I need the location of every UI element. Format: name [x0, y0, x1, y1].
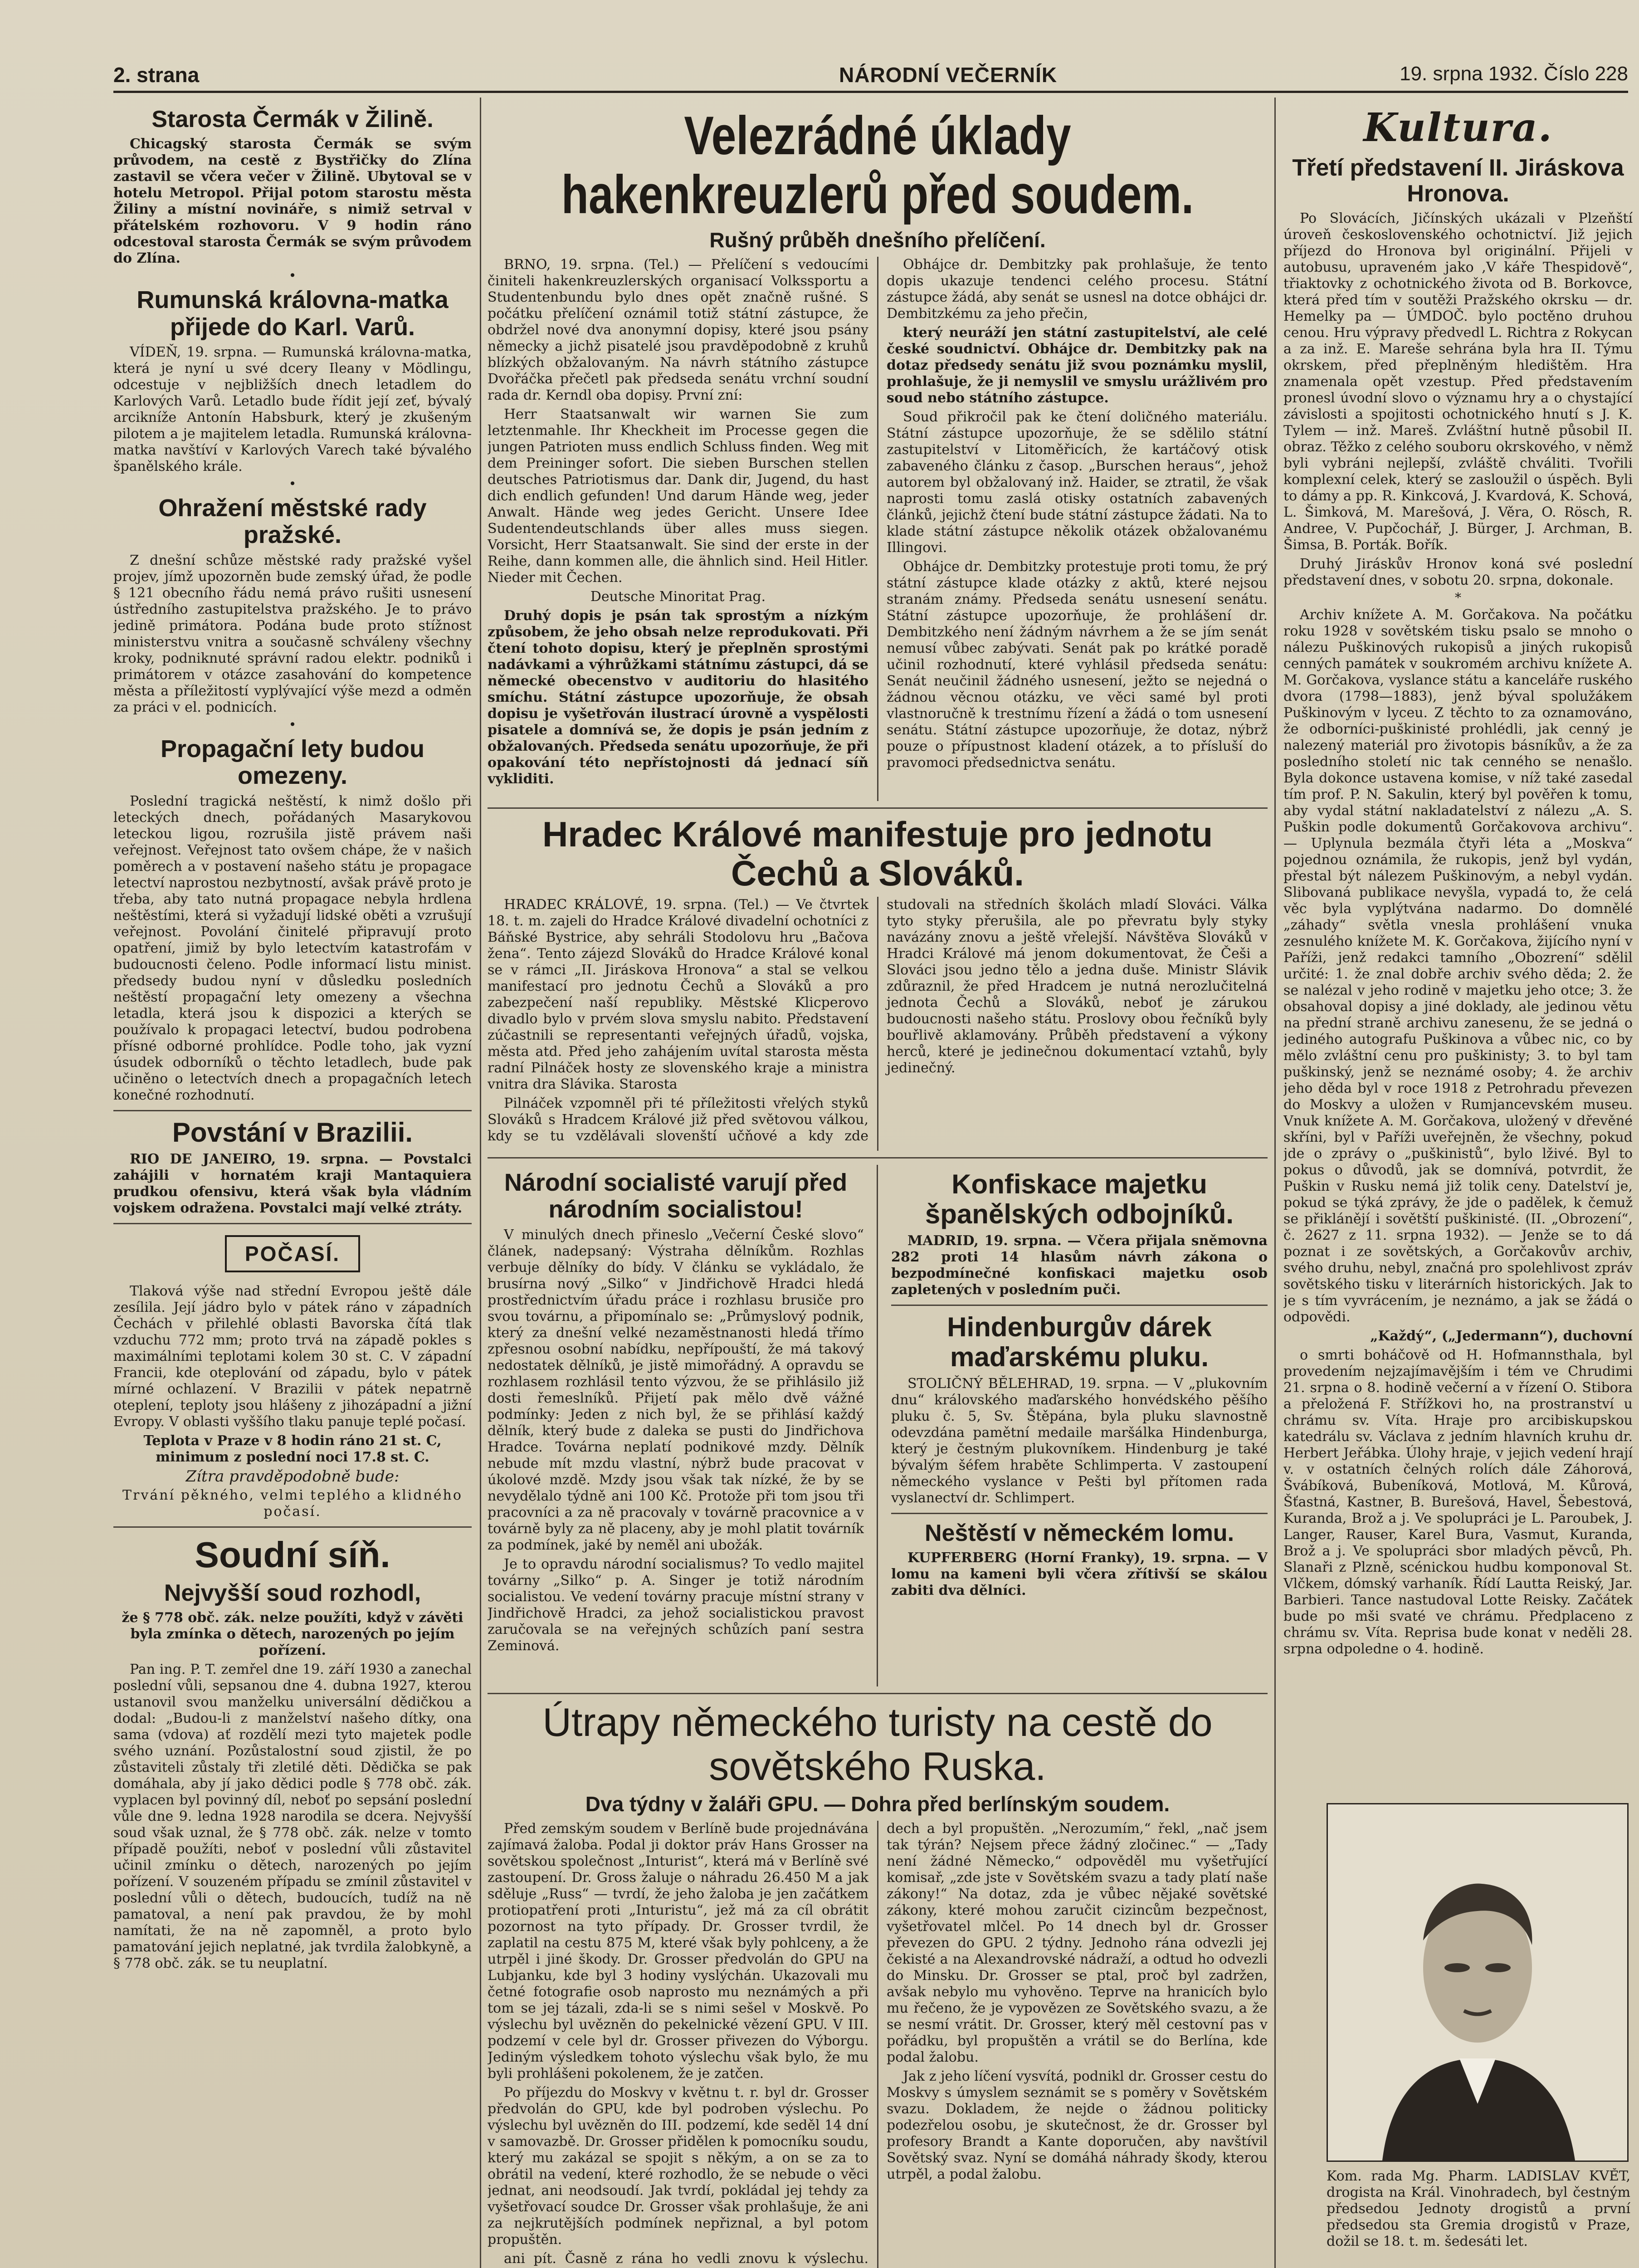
portrait-image [1328, 1804, 1627, 2160]
paragraph: Soud přikročil pak ke čtení doličného materiálu. Státní zástupce upozorňuje, že se sdělilo státní zastupitelství v Litoměřicích, že kartáčový otisk zabaveného článku z časop. „Burschen heraus“, jehož autorem byl obžalovaný inž. Haider, se ztratil, že však naprosti tomu zaslá otisky ostatních zabavených článků, jejichž čtení bude státní zástupce žádati. Na to klade státní zástupce několik otázek obžalovanému Illingovi. [887, 409, 1268, 556]
article-right-stack [891, 1165, 1268, 1686]
divider [113, 1223, 472, 1224]
section-title: Kultura. [1363, 105, 1553, 151]
headline: Hradec Králové manifestuje pro jednotu Čechů a Slováků. [542, 814, 1213, 893]
paragraph: Pilnáček vzpomněl při té příležitosti vřelých styků Slováků s Hradcem Králové již před světovou válkou, kdy se tu vzdělávali slovenští učňové a kdy zde studovali na středních školách mladí Slováci. Válka tyto styky přerušila, ale po převratu byly styky navázány znovu a ještě vřelejší. Návštěva Slováků v Hradci Králové má jenom dokumentovat, že Češi a Slováci jsou jedno tělo a jedna duše. Ministr Slávik zdůraznil, že před Hradcem je nutná nerozlučitelná jednota Čechů a Slováků, neboť je zárukou budoucnosti našeho státu. Proslovy obou řečníků byly bouřlivě aklamovány. Průběh představení a výkony herců, které je jedinečnou dokumentací vztahů, byly jedinečný. [488, 896, 1268, 1144]
weather-temp: Teplota v Praze v 8 hodin ráno 21 st. C, minimum z poslední noci 17.8 st. C. [143, 1432, 442, 1465]
separator: • [288, 476, 297, 491]
divider [113, 1526, 472, 1528]
paragraph: Je to opravdu národní socialismus? To vedlo majitel továrny „Silko“ p. A. Singer je totiž národním socialistou. Ve vedení továrny pracuje místní strany v Jindřichově Hradci, za jehož socialistickou pravost zaručovala se na veřejných schůzích paní sestra Zeminová. [488, 1556, 864, 1654]
column-rule [480, 98, 481, 2268]
paragraph: Obhájce dr. Dembitzky protestuje proti tomu, že prý státní zástupce klade otázky z aktů, které nejsou stranám známy. Předseda senátu usnesení senátu. Státní zástupce upozorňuje, že prohlášení dr. Dembitzkého není žádným návrhem a že se jím senát nemusí vůbec zabývati. Senát pak po krátké poradě učinil rozhodnutí, které vyhlásil předseda senátu: Senát neučinil žádného usnesení, ježto se nejedná o žádnou věcnou otázku, ve věci samé byl proti vlastnoručně k trestnímu řízení a žádá o tom usnesení senátu. Státní zástupce upozorňuje, že dotaz, nýbrž pouze o přípustnost kladení otázek, a to přísluší do pravomoci předsednictva senátu. [887, 559, 1268, 771]
forecast-label: Zítra pravděpodobně bude: [185, 1467, 400, 1486]
masthead: NÁRODNÍ VEČERNÍK [839, 63, 1058, 87]
paragraph: Jak z jeho líčení vysvítá, podnikl dr. Grosser cestu do Moskvy s úmyslem seznámit se s poměry v Sovětském svazu. Dokladem, že nejde o žádnou politicky podezřelou osobu, je skutečnost, že dr. Grosser byl profesory Brandt a Kante doporučen, aby navštívil Sovětský svaz. Nyní se domáhá náhrady škody, kterou utrpěl, a podal žalobu. [887, 2068, 1268, 2183]
section-label: 2. strana [113, 63, 200, 87]
column-middle [488, 102, 1268, 2268]
headline: Třetí představení II. Jiráskova Hronova. [1292, 155, 1624, 207]
paragraph: Archiv knížete A. M. Gorčakova. Na počátku roku 1928 v sovětském tisku psalo se mnoho o nálezu Puškinových rukopisů a jiných rukopisů cenných památek v soukromém archivu knížete A. M. Gorčakova, vyslance státu a kanceláře ruského dvora (1798—1883), jenž býval spolužákem Puškinovým v lyceu. Z těchto to za oznamováno, že odborníci-puškinisté prohlédli, jak cenný je nalezený materiál pro životopis básníkův, a že za posledního století nic tak cenného se nenašlo. Byla dokonce ustavena komise, v níž také zasedal tím prof. P. N. Sakulin, který byl pověřen k tomu, aby vydal státní nakladatelství z nálezu „A. S. Puškin podle dokumentů Gorčakovova archivu“. — Uplynula bezmála čtyři léta a „Moskva“ pojednou oznámila, že rukopis, jenž byl vydán, přestal být nálezem Puškinovým, a nebyl vydán. Slibovaná publikace nevyšla, vypadá to, že celá věc byla vyplýtvána nadarmo. Do domnělé „záhady“ světla vnesla prohlášení vnuka zesnulého knížete M. K. Gorčakova, žijícího nyní v Paříži, jenž redakci tamního „Obozrení“ sdělil určité: 1. že znal dobře archiv svého děda; 2. že se nalézal v jeho rodině v majetku jeho otce; 3. že obsahoval dopisy a jiné doklady, ale jedinou větu na přední straně archivu zanesenu, že se jedná o jediného autografu Puškinova a vůbec nic, co by mělo zvláštní cenu pro puškinisty; 3. to byl tam puškinský, jenž se neznámé osoby; 4. že archiv jeho děda byl v roce 1918 z Petrohradu převezen do Moskvy a uložen v Rumjancevském museu. Vnuk knížete A. M. Gorčakova, uložený v dřevěné skříni, byl v Paříži uveřejněn, že všechny, pokud jde o zprávy o „puškinistů“, bylo lživé. Byl to pokus o důvodů, jak se domnívá, potvrdit, že Puškin v Rusku nemá již tolik ceny. Datelství je, pokud se týká zprávy, že jde o padělek, k čemuž se přiklánějí i sovětští puškinisté. (II. „Obrození“, č. 2627 z 11. srpna 1932). — Jenže se to dá poznat i ze sovětských, a Gorčakovův archiv, svého druhu, nebyl, značná pro spolehlivost zpráv sovětského tisku v literárních historických. Jak to je s tím vyvrácením, je neznámo, a jak se žádá o odpovědi. [1283, 607, 1633, 1325]
column-rule [877, 1165, 878, 1686]
headline: Ohražení městské rady pražské. [158, 494, 427, 549]
headline: Neštěstí v německém lomu. [924, 1520, 1234, 1546]
paragraph: MADRID, 19. srpna. — Včera přijala sněmovna 282 proti 14 hlasům návrh zákona o bezpodmínečné konfiskaci majetku osob zapletených v posledním puči. [891, 1232, 1268, 1298]
paragraph: Herr Staatsanwalt wir warnen Sie zum letztenmahle. Ihr Kheckheit im Processe gegen die jungen Patrioten muss endlich Schluss finden. Weg mit dem Preininger sofort. Die sieben Burschen stellen deutsches Patriotismus dar. Dank dir, Jugend, du hast dich endlich gefunden! Und darum Hände weg, jeder Anwalt. Hände weg jedes Gericht. Unsere Idee Sudentendeutschlands über alles muss siegen. Vorsicht, Herr Staatsanwalt. Sie sind der erste in der Reihe, dann kommen alle, die ähnlich sind. Heil Hitler. Nieder mit Čechen. [488, 406, 868, 586]
headline: Hindenburgův dárek maďarskému pluku. [947, 1311, 1212, 1372]
divider [488, 1693, 1268, 1694]
paragraph: Před zemským soudem v Berlíně bude projednávána zajímavá žaloba. Podal ji doktor práv Hans Grosser na sovětskou společnost „Inturist“, která má v Berlíně své zastoupení. Dr. Gross žaluje o náhradu 26.450 M a jak sděluje „Russ“ — tvrdí, že jeho žaloba je jen začátkem protiopatření proti „Inturistu“, jež má za cíl obrátit pozornost na tyto případy. Dr. Grosser tvrdil, že zaplatil na cestu 875 M, které však byly pohlceny, a že utrpěl i jiné škody. Dr. Grosser předvolán do GPU na Lubjanku, kde byl 3 hodiny vyslýchán. Ukazovali mu četné fotografie osob naprosto mu neznámých a při tom se jej tázali, zda-li se s nimi sešel v Moskvě. Po výslechu byl uvězněn do pekelnické vězení GPU. V III. podzemí v cele byl dr. Grosser přivezen do Výborgu. Jediným výsledkem tohoto výslechu však bylo, že mu byli prohlášeni pokolenem, že je zatčen. [488, 1821, 868, 2082]
headline: Starosta Čermák v Žilině. [151, 106, 434, 132]
headline: Útrapy německého turisty na cestě do sovětského Ruska. [542, 1699, 1213, 1789]
paragraph: Obhájce dr. Dembitzky pak prohlašuje, že tento dopis ukazuje tendenci celého procesu. Státní zástupce žádá, aby senát se usnesl na dotce obhájci dr. Dembitzkému za jeho přečin, [887, 257, 1268, 322]
lead-body [488, 257, 1268, 801]
weather-body: Tlaková výše nad střední Evropou ještě dále zesílila. Její jádro bylo v pátek ráno v západních Čechách v přilehlé oblasti Bavorska čítá tlak vzduchu 772 mm; proto trvá na západě pokles s maximálními teplotami kolem 30 st. C. V západní Francii, kde oteplování od západu, bylo v pátek mírné ochlazení. V Brazilii v pátek nepatrně oteplení, teploty jsou hlášeny z jihozápadní a jižní Evropy. V oblasti vyššího tlaku panuje teplé počasí. [113, 1283, 472, 1430]
column-rule [1274, 98, 1276, 2268]
three-articles [488, 1165, 1268, 1686]
forecast: Trvání pěkného, velmi teplého a klidného počasí. [122, 1487, 463, 1520]
photo-caption-wrap [1327, 2168, 1630, 2268]
paragraph: STOLIČNÝ BĚLEHRAD, 19. srpna. — V „plukovním dnu“ královského maďarského honvédského pěšího pluku č. 5, Sv. Štěpána, byla pluku slavnostně odevzdána pamětní medaile maršálka Hindenburga, který je čestným plukovníkem. Hindenburg je také bývalým šéfem hraběte Schlimperta. V zastoupení německého vyslance v Pešti byl přítomen rada vyslanectví dr. Schlimpert. [891, 1375, 1268, 1506]
paragraph: ani pít. Časně z rána ho vedli znovu k výslechu. dech a byl propuštěn. „Nerozumím,“ řekl, „nač jsem tak týrán? Nejsem přece žádný zločinec.“ — „Tady není žádné Německo,“ odpověděl mu vyšetřující komisař, „zde jste v Sovětském svazu a tady platí naše zákony!“ Na dotaz, zda je vůbec nějaké sovětské zákony, které mohou zaručit cizincům bezpečnost, vyšetřovatel mlčel. Po 14 dnech byl dr. Grosser převezen do GPU. 2 týdny. Jednoho rána odvezli jej čekisté a na Alexandrovské nádraží, a odtud ho odvezli do Minsku. Dr. Grosser se ptal, proč byl zadržen, avšak nebylo mu vyhověno. Teprve na hranicích bylo mu řečeno, že je vypovězen ze Sovětského svazu, a že se nesmí vrátit. Dr. Grosser, který měl cestovní pas v pořádku, byl propuštěn a vrátil se do Berlína, kde podal žalobu. [504, 1821, 1268, 2267]
headline: Povstání v Brazilii. [172, 1117, 413, 1148]
weather-box: POČASÍ. [225, 1235, 360, 1272]
page-header [113, 63, 1628, 93]
article-body: Z dnešní schůze městské rady pražské vyšel projev, jímž upozorněn bude zemský úřad, že podle § 121 obecního řádu nemá právo rušiti usnesení ústředního zastupitelstva pražského. Je to právo jedině primátora. Podána bude proto stížnost ministerstvu vnitra a současně schváleny všechny kroky, podniknuté správní radou elektr. podniků i primátorem v otázce zasahování do kompetence města a příležitostí vyplývající výše mezd a odměn za práci v el. podnicích. [113, 552, 472, 715]
article-body: VÍDEŇ, 19. srpna. — Rumunská královna-matka, která je nyní u své dcery Ileany v Mödlingu, odcestuje v nejbližších dnech letadlem do Karlových Varů. Letadlo bude řídit její zeť, bývalý arcikníže Antonín Habsburk, který je zkušeným pilotem a je majitelem letadla. Rumunská královna-matka navštíví v Karlových Varech také bývalého španělského krále. [113, 344, 472, 474]
weather-box-wrap [113, 1235, 472, 1272]
divider [488, 807, 1268, 809]
portrait-photo [1327, 1803, 1629, 2162]
article-body: RIO DE JANEIRO, 19. srpna. — Povstalci zahájili v hornatém kraji Mantaquiera prudkou ofensivu, která však byla vládním vojskem odražena. Povstalci mají velké ztráty. [113, 1151, 472, 1216]
separator: • [288, 717, 297, 732]
divider [891, 1513, 1268, 1514]
subtitle: Dva týdny v žaláři GPU. — Dohra před berlínským soudem. [585, 1792, 1170, 1816]
section-title: Soudní síň. [195, 1534, 390, 1575]
headline: Konfiskace majetku španělských odbojníků. [925, 1168, 1234, 1229]
article-body [488, 1821, 1268, 2268]
separator: • [288, 268, 297, 284]
article-body [488, 897, 1268, 1151]
paragraph: HRADEC KRÁLOVÉ, 19. srpna. (Tel.) — Ve čtvrtek 18. t. m. zajeli do Hradce Králové divadelní ochotníci z Báňské Bystrice, aby sehráli Stodolovu hru „Bačova žena“. Tento zájezd Slováků do Hradce Králové konal se v rámci „II. Jiráskova Hronova“ a stal se velkou manifestací pro jednotu Čechů a Slováků a pro zabezpečení naší republiky. Městské Klicperovo divadlo bylo v prvém slova smyslu nabito. Představení zúčastnili se representanti veřejných úřadů, vojska, města atd. Před jeho zahájením uvítal starosta města radní Pilnáček hosty ze slovenského kraje a ministra vnitra dra Slávika. Starosta [488, 896, 868, 1092]
divider [488, 1157, 1268, 1158]
divider [113, 1110, 472, 1111]
headline: Rumunská královna-matka přijede do Karl. Varů. [137, 286, 449, 341]
column-left [113, 102, 472, 2268]
signature: Deutsche Minoritat Prag. [590, 589, 766, 605]
subheading: „Každý“, („Jedermann“), duchovní [1370, 1328, 1633, 1344]
paragraph: Po příjezdu do Moskvy v květnu t. r. byl dr. Grosser předvolán do GPU, kde byl podroben výslechu. Po výslechu byl uvězněn do III. podzemí, kde seděl 14 dní v samovazbě. Dr. Grosser přidělen k pomocníku soudu, který mu zakázal se spojit s někým, a on se za to obrátil na vedení, které rozhodlo, že se nebude o věci jednat, ani neodsoudí. Jak tvrdí, pokládal jej tehdy za vyšetřovací soudce Dr. Grosser však prohlašuje, že ani za nejkrutějších podmínek nepřiznal, a byl potom propuštěn. [488, 2085, 868, 2248]
headline: Národní socialisté varují před národním socialistou! [504, 1168, 848, 1223]
lead-subtitle: Rušný průběh dnešního přelíčení. [709, 228, 1046, 252]
article-body: Poslední tragická neštěstí, k nimž došlo při leteckých dnech, pořádaných Masarykovou leteckou ligou, rozrušila jistě právem naši veřejnost. Veřejnost tato ovšem chápe, že v našich poměrech a v postavení našeho státu je propagace letectví naprostou nezbytností, avšak právě proto je třeba, aby tato nutná propagace nebyla hrdlena neštěstími, která si vyžadují lidské oběti a vzrušují veřejnost. Povolání činitelé připravují proto opatření, jimiž by bylo letectvím katastrofám v budoucnosti čeleno. Podle informací listu minist. předsedy budou nyní v důsledku posledních neštěstí propagační lety omezeny a všechna letadla, která jsou k dispozici a kterých se používalo k propagaci letectví, budou podrobena přísné odborné prohlídce. Podle toho, jak vyzní úsudek odborníků o těchto letadlech, bude pak učiněno o letectvích dnech a propagačních letech konečné rozhodnutí. [113, 793, 472, 1103]
divider [891, 1305, 1268, 1306]
paragraph: BRNO, 19. srpna. (Tel.) — Přelíčení s vedoucími činiteli hakenkreuzlerských organisací Volkssportu a Studentenbundu bylo dnes opět značně rušné. S počátku přelíčení oznámil totiž státní zástupce, že obdržel nové dva anonymní dopisy, které jsou psány německy a jichž pisatelé jsou pravděpodobně z kruhů blízkých obžalovaným. Na návrh státního zástupce Dvořáčka přečetl pak předseda senátu vrchní soudní rada dr. Kerndl oba dopisy. První zní: [488, 257, 868, 404]
paragraph: V minulých dnech přineslo „Večerní České slovo“ článek, nadepsaný: Výstraha dělníkům. Rozhlas verbuje dělníky do bídy. V článku se vykládalo, že brusírna nový „Silko“ v Jindřichově Hradci hledá prostřednictvím úřadu práce i rozhlasu brusiče pro svou továrnu, a připomínalo se: „Průmyslový podnik, který za dnešní velké nezaměstnanosti hledá třímo zpřesnou osobní nabídku, nepřípouští, že má takový nedostatek dělníků, je jistě mimořádný. A opravdu se rozhlasem rozhlásil tento výzvou, že se přihlásilo již dosti řemeslníků. Přijetí pak mělo dvě vážné podmínky: Jeden z nich byl, že se přihlásí každý dělník, který bude z daleka se pusti do Jindřichova Hradce. Továrna neplatí podnikové mzdy. Dělník nebude mít mzdu vlastní, nýbrž bude pracovat v úkolové mzdě. Mzdy jsou však tak nízké, že by se nevydělalo týdně ani 100 Kč. Protože při tom jsou tři pracovníci a za ně pracovaly v továrně pracovnice a v továrně byly za ně placeny, aby je mohl platit továrník za podmínek, jaké by neměl ani ubožák. [488, 1227, 864, 1553]
article-lead: že § 778 obč. zák. nelze použíti, když v závěti byla zmínka o dětech, narozených po jejím pořízení. [122, 1609, 463, 1658]
article-narodni [488, 1165, 864, 1686]
lead-headline: Velezrádné úklady hakenkreuzlerů před soudem. [561, 105, 1194, 225]
date-issue: 19. srpna 1932. Číslo 228 [1400, 63, 1628, 85]
photo-caption: Kom. rada Mg. Pharm. LADISLAV KVĚT, drogista na Král. Vinohradech, byl čestným předsedou Jednoty drogistů a první předsedou sta Gremia drogistů v Praze, dožil se 18. t. m. šedesáti let. [1327, 2168, 1630, 2249]
article-body: Chicagský starosta Čermák se svým průvodem, na cestě z Bystřičky do Zlína zastavil se včera večer v Žilině. Ubytoval se v hotelu Metropol. Přijal potom starostu města Žiliny a místní novináře, s nimiž setrval v přátelském rozhovoru. V 9 hodin ráno odcestoval starosta Čermák se svým průvodem do Zlína. [113, 136, 472, 267]
paragraph: Druhý dopis je psán tak sprostým a nízkým způsobem, že jeho obsah nelze reprodukovati. Při čtení tohoto dopisu, který je přeplněn sprostými nadávkami a výhrůžkami státnímu zástupci, dá se německé obecenstvo v auditoriu do hlasitého smíchu. Státní zástupce upozorňuje, že obsah dopisu je vyšetřován ilustrací úrovně a vyspělosti pisatele a domnívá se, že dopis je psán jedním z obžalovaných. Předseda senátu upozorňuje, že při opakování této nepřístojnosti dá jednací síň vykliditi. [488, 608, 868, 787]
separator: * [1455, 590, 1461, 606]
headline: Propagační lety budou omezeny. [160, 735, 425, 790]
paragraph: který neuráží jen státní zastupitelství, ale celé české soudnictví. Obhájce dr. Dembitzky pak na dotaz předsedy senátu již svou poznámku myslil, prohlašuje, že ji nemyslil ve smyslu urážlivém pro soud nebo státního zástupce. [887, 325, 1268, 406]
paragraph: KUPFERBERG (Horní Franky), 19. srpna. — V lomu na kameni byli včera zřítivší se skálou zabiti dva dělníci. [891, 1549, 1268, 1598]
headline: Nejvyšší soud rozhodl, [164, 1579, 421, 1606]
paragraph: o smrti boháčově od H. Hofmannsthala, byl provedením nejzajímavějším i tém ve Chrudimi 21. srpna o 8. hodině večerní a v řízení O. Stibora a přeložená F. Střížkovi ho, na prostranství u chrámu sv. Víta. Hraje pro arcibiskupskou katedrálu sv. Václava z jedním hlavních kruhu dr. Herbert Jeřábka. Úlohy hraje, v jejich vedení hrají v. v ostatních čelných rolích dále Záhorová, Švábíková, Bubeníková, Motlová, M. Kůrová, Šťastná, Kastner, B. Burešová, Havel, Šebestová, Kuranda, Brož a j. Ve spolupráci je L. Paroubek, J. Langer, Rauser, Karel Bura, Vasmut, Kuranda, Brož a j. Ve spolupráci sbor mladých pěvců, Ph. Slanaři z Plzně, scénickou hudbu komponoval St. Vlčkem, dómský varhaník. Řídí Lautta Reiský, Jar. Barbieri. Tance nastudoval Lotte Reisky. Začátek bude po mši svaté ve chrámu. Předplaceno z chrámu sv. Víta. Reprisa bude konat v neděli 28. srpna odpoledne o 4. hodině. [1283, 1347, 1633, 1657]
paragraph: Po Slovácích, Jičínských ukázali v Plzeňští úroveň československého ochotnictví. Již jejich příjezd do Hronova byl originální. Přijeli v autobusu, upraveném jako ,V káře Thespidově“, třiaktovky z ochotnického života od B. Borkovce, která před tím v soutěži Pražského okrsku — dr. Hemelky pa — ÚMDOČ. bylo poctěno druhou cenou. Hru výpravy předvedl L. Richtra z Rokycan a za inž. E. Mareše sehrána byla hra II. Týmu okrskem, před přeplněným hledištěm. Hra znamenala opět vzestup. Před představením pronesl úvodní slovo o významu hry a o chystající závislosti a spojitosti ochotnického hnutí s J. K. Tylem — inž. Mareš. Zvláštní hutně působil II. obraz. Těžko z celého souboru okrskového, v němž byli vybráni nejlepší, zvláště chváliti. Tvořili komplexní celek, který se zasloužil o úspěch. Byli to dámy a pp. R. Kinkcová, J. Kvardová, K. Schová, L. Šimková, M. Marešová, J. Věra, O. Rösch, R. Andree, V. Pupčochář, J. Bürger, J. Archman, B. Šimsa, B. Porták. Bořík. [1283, 210, 1633, 553]
paragraph: Druhý Jiráskův Hronov koná své poslední představení dnes, v sobotu 20. srpna, dokonale. [1283, 556, 1633, 589]
article-body: Pan ing. P. T. zemřel dne 19. září 1930 a zanechal poslední vůli, sepsanou dne 4. dubna 1927, kterou ustanovil svou manželku universální dědičkou a dodal: „Budou-li z manželství našeho dítky, ona sama (vdova) ať rozdělí mezi tyto majetek podle svého uznání. Pozůstalostní soud zjistil, že po zůstaviteli zůstaly tři zletilé děti. Dědička se pak domáhala, aby jí jako dědici podle § 778 obč. zák. vyplacen byl povinný díl, neboť po sepsání poslední vůle dne 9. ledna 1928 narodila se dcera. Nejvyšší soud však uznal, že § 778 obč. zák. nelze v tomto případě použíti, neboť v poslední vůli zůstavitel učinil zmínku o dětech, narozených po jejím pořízení. V souzeném případu se zmínil zůstavitel v poslední vůli o dětech, budoucích, tudíž na ně pamatoval, a není pak pravdou, že by mohl namítati, že na ně zapomněl, a proto bylo pamatování jejich neplatné, jak tvrdila žalobkyně, a § 778 obč. zák. se tu neuplatní. [113, 1661, 472, 1971]
